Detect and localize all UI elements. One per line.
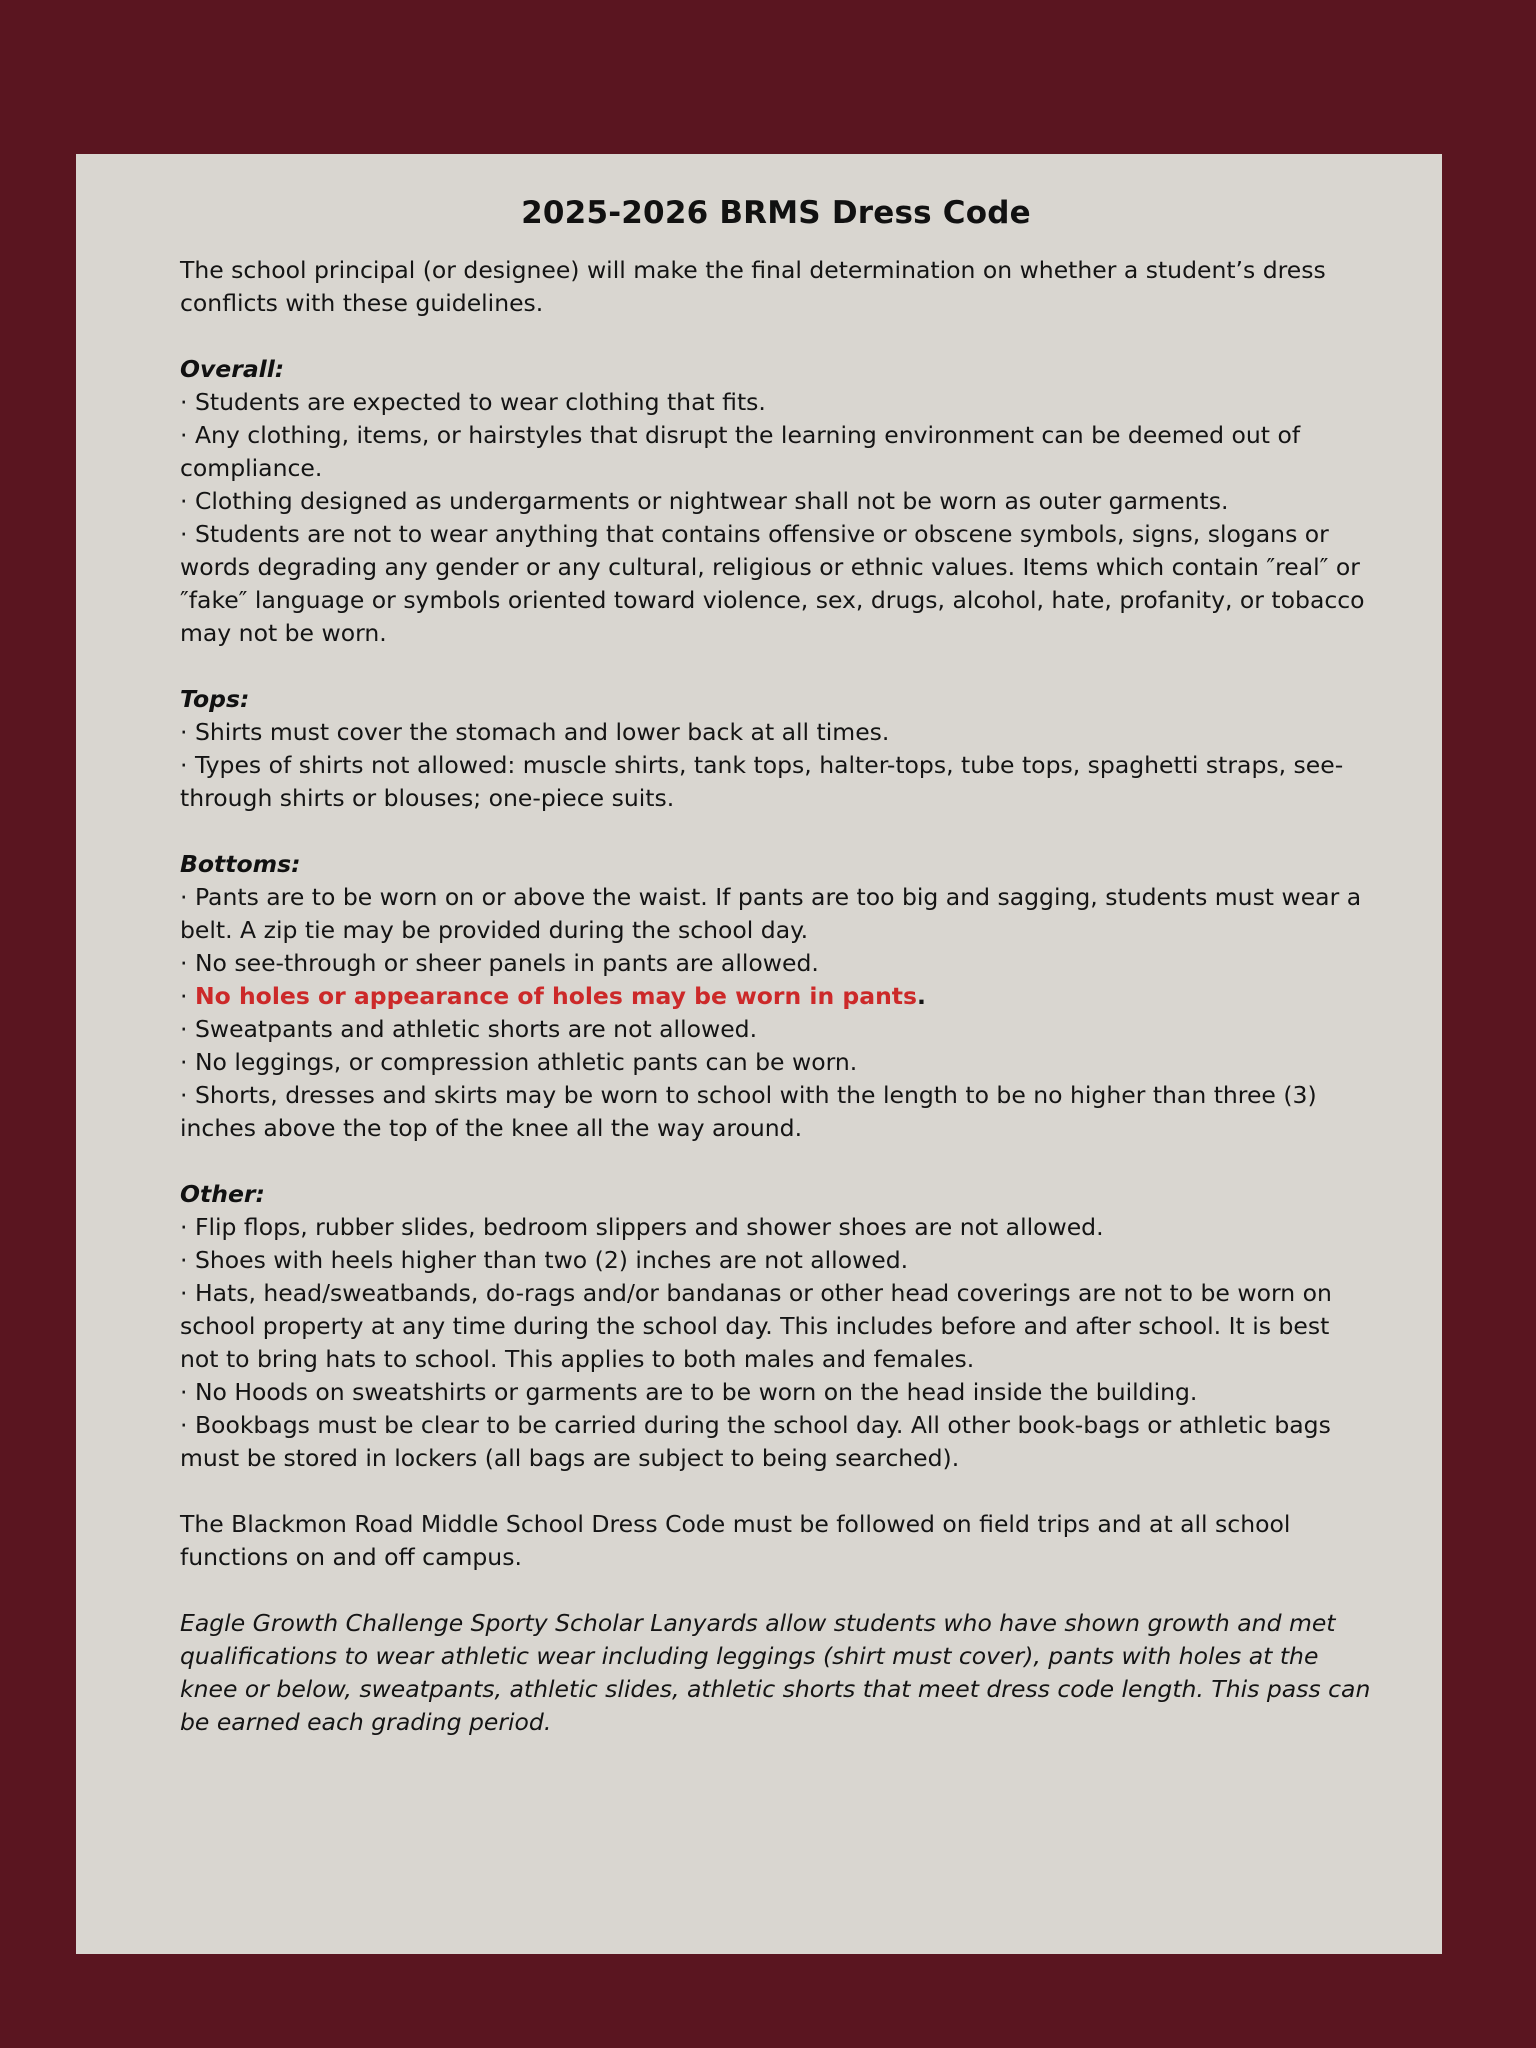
highlight-period: . (917, 982, 926, 1010)
highlight-text: No holes or appearance of holes may be worn in pants (194, 982, 918, 1010)
list-item: · Bookbags must be clear to be carried during the school day. All other book-bags or athletic bags must be stored in lockers (all bags are subject to being searched). (180, 1411, 1331, 1472)
list-item: · Any clothing, items, or hairstyles that disrupt the learning environment can be deemed out of compliance. (180, 421, 1301, 482)
field-trips-paragraph: The Blackmon Road Middle School Dress Code must be followed on field trips and at all school functions on and off campus. (180, 1510, 1291, 1571)
section-heading-tops: Tops: (180, 685, 250, 713)
page-title: 2025-2026 BRMS Dress Code (521, 195, 1031, 231)
list-item: · No leggings, or compression athletic pants can be worn. (180, 1048, 858, 1076)
list-item: · Clothing designed as undergarments or nightwear shall not be worn as outer garments. (180, 487, 1229, 515)
list-item: · Flip flops, rubber slides, bedroom slippers and shower shoes are not allowed. (180, 1213, 1104, 1241)
list-item: · Hats, head/sweatbands, do-rags and/or bandanas or other head coverings are not to be worn on school property at any time during the school day. This includes before and after school. It is best not to bring hats to school. This applies to both males and females. (180, 1279, 1332, 1373)
dress-code-page (76, 154, 1442, 1954)
intro-paragraph: The school principal (or designee) will make the final determination on whether a student’s dress conflicts with these guidelines. (180, 256, 1326, 317)
list-item: · Pants are to be worn on or above the waist. If pants are too big and sagging, students must wear a belt. A zip tie may be provided during the school day. (180, 883, 1362, 944)
section-bottoms (180, 848, 1372, 1145)
list-item: · Shoes with heels higher than two (2) inches are not allowed. (180, 1246, 909, 1274)
highlight-bullet: · (180, 982, 195, 1010)
list-item: · Sweatpants and athletic shorts are not allowed. (180, 1015, 758, 1043)
list-item: · Students are expected to wear clothing that fits. (180, 388, 766, 416)
section-overall (180, 353, 1372, 650)
list-item: · No see-through or sheer panels in pants are allowed. (180, 949, 819, 977)
section-heading-bottoms: Bottoms: (180, 850, 301, 878)
list-item: · Students are not to wear anything that contains offensive or obscene symbols, signs, slogans or words degrading any gender or any cultural, religious or ethnic values. Items which contain ″real″ or ″fake″ language or symbols oriented toward violence, sex, drugs, alcohol, hate, profanity, or tobacco may not be worn. (180, 520, 1365, 647)
section-other (180, 1178, 1372, 1475)
highlighted-rule (180, 980, 1372, 1013)
list-item: · Shorts, dresses and skirts may be worn to school with the length to be no higher than three (3) inches above the top of the knee all the way around. (180, 1081, 1317, 1142)
section-tops (180, 683, 1372, 815)
list-item: · Shirts must cover the stomach and lower back at all times. (180, 718, 890, 746)
section-heading-overall: Overall: (180, 355, 285, 383)
list-item: · Types of shirts not allowed: muscle shirts, tank tops, halter-tops, tube tops, spaghetti straps, see-through shirts or blouses; one-piece suits. (180, 751, 1344, 812)
list-item: · No Hoods on sweatshirts or garments are to be worn on the head inside the building. (180, 1378, 1198, 1406)
section-heading-other: Other: (180, 1180, 265, 1208)
lanyard-note: Eagle Growth Challenge Sporty Scholar Lanyards allow students who have shown growth and met qualifications to wear athletic wear including leggings (shirt must cover), pants with holes at the knee or below, sweatpants, athletic slides, athletic shorts that meet dress code length. This pass can be earned each grading period. (180, 1609, 1371, 1736)
